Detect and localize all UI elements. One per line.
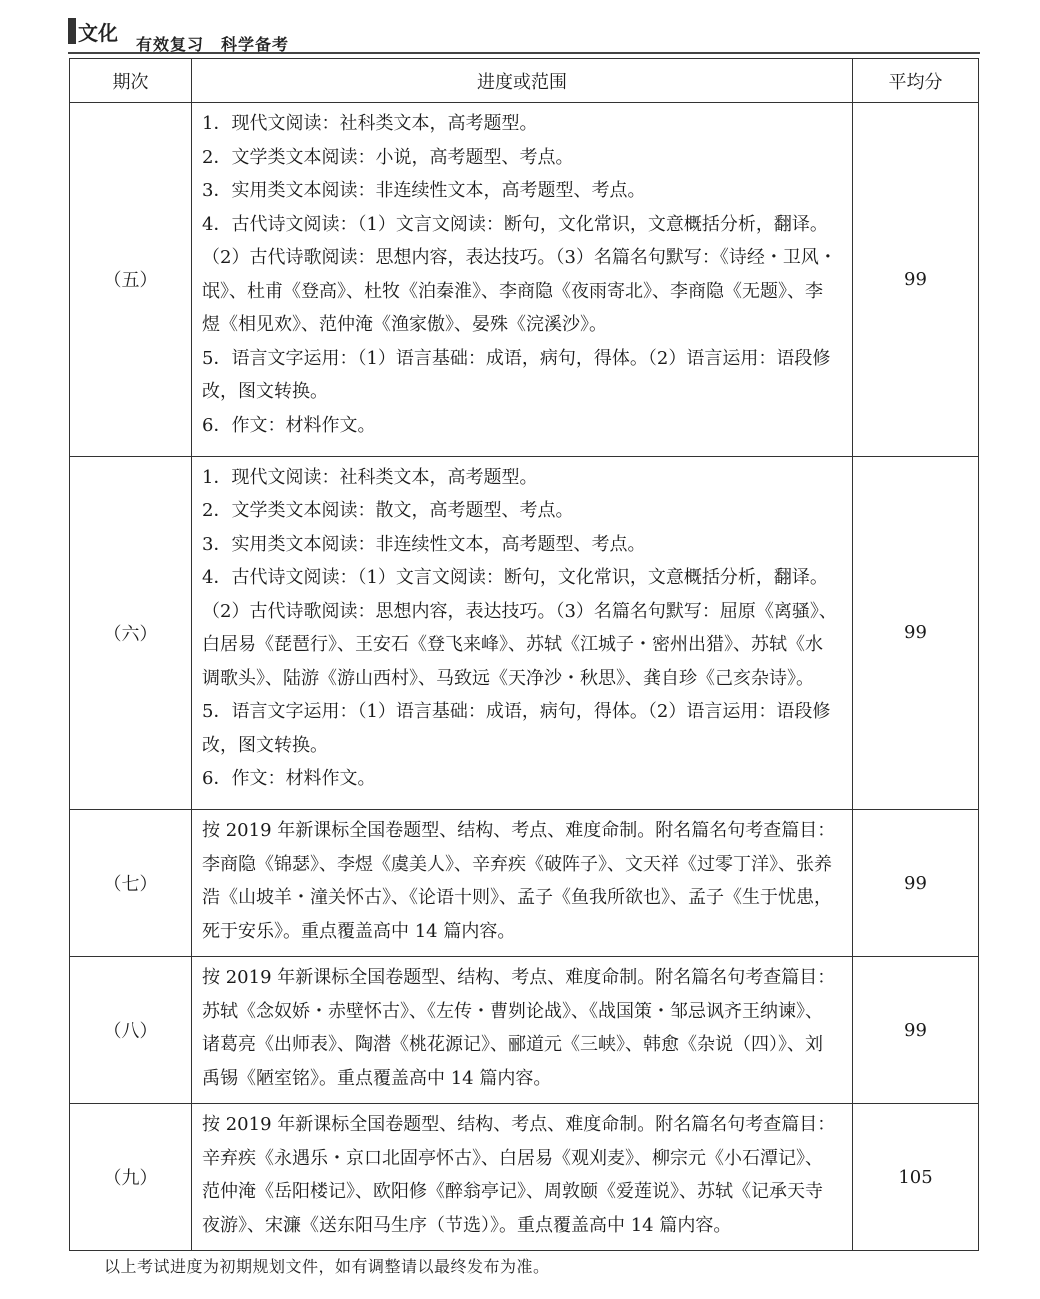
scope-cell bbox=[192, 1104, 853, 1251]
table-header-row bbox=[70, 59, 979, 103]
scope-line: 4．古代诗文阅读：（1）文言文阅读：断句，文化常识，文意概括分析，翻译。（2）古代诗歌阅读：思想内容，表达技巧。（3）名篇名句默写：《诗经・卫风・氓》、杜甫《登高》、杜牧《泊秦淮》、李商隐《夜雨寄北》、李商隐《无题》、李煜《相见欢》、范仲淹《渔家傲》、晏殊《浣溪沙》。 bbox=[202, 213, 837, 335]
page-header bbox=[68, 14, 980, 54]
period-cell: （六） bbox=[70, 456, 192, 810]
scope-line: 3．实用类文本阅读：非连续性文本，高考题型、考点。 bbox=[202, 180, 646, 201]
publisher-logo bbox=[68, 16, 124, 48]
average-score-cell: 99 bbox=[853, 957, 979, 1104]
scope-line: 3．实用类文本阅读：非连续性文本，高考题型、考点。 bbox=[202, 533, 646, 555]
scope-cell bbox=[192, 810, 853, 957]
table-row bbox=[70, 957, 979, 1104]
period-cell: （八） bbox=[70, 957, 192, 1104]
scope-line: 按 2019 年新课标全国卷题型、结构、考点、难度命制。附名篇名句考查篇目：李商隐《锦瑟》、李煜《虞美人》、辛弃疾《破阵子》、文天祥《过零丁洋》、张养浩《山坡羊・潼关怀古》、《论语十则》、孟子《鱼我所欲也》、孟子《生于忧患，死于安乐》。重点覆盖高中 14 篇内容。 bbox=[202, 820, 836, 942]
scope-line: 6．作文：材料作文。 bbox=[202, 414, 376, 436]
average-score-cell: 99 bbox=[853, 810, 979, 957]
table-row bbox=[70, 810, 979, 957]
scope-cell bbox=[192, 103, 853, 457]
scope-line: 1．现代文阅读：社科类文本，高考题型。 bbox=[202, 466, 538, 488]
column-header-average: 平均分 bbox=[853, 59, 979, 103]
table-row bbox=[70, 456, 979, 810]
table-row bbox=[70, 103, 979, 457]
scope-line: 5．语言文字运用：（1）语言基础：成语，病句，得体。（2）语言运用：语段修改，图文转换。 bbox=[202, 701, 831, 756]
average-score-cell: 105 bbox=[853, 1104, 979, 1251]
scope-line: 2．文学类文本阅读：小说，高考题型、考点。 bbox=[202, 146, 574, 168]
scope-cell bbox=[192, 957, 853, 1104]
exam-schedule-table bbox=[69, 58, 979, 1251]
period-cell: （九） bbox=[70, 1104, 192, 1251]
column-header-scope: 进度或范围 bbox=[192, 59, 853, 103]
column-header-period: 期次 bbox=[70, 59, 192, 103]
average-score-cell: 99 bbox=[853, 103, 979, 457]
average-score-cell: 99 bbox=[853, 456, 979, 810]
period-cell: （五） bbox=[70, 103, 192, 457]
scope-line: 按 2019 年新课标全国卷题型、结构、考点、难度命制。附名篇名句考查篇目：辛弃疾《永遇乐・京口北固亭怀古》、白居易《观刈麦》、柳宗元《小石潭记》、范仲淹《岳阳楼记》、欧阳修《醉翁亭记》、周敦颐《爱莲说》、苏轼《记承天寺夜游》、宋濂《送东阳马生序（节选）》。重点覆盖高中 14 篇内容。 bbox=[202, 1114, 836, 1236]
scope-line: 2．文学类文本阅读：散文，高考题型、考点。 bbox=[202, 500, 574, 522]
svg-text:文化: 文化 bbox=[78, 21, 118, 45]
scope-line: 按 2019 年新课标全国卷题型、结构、考点、难度命制。附名篇名句考查篇目：苏轼《念奴娇・赤壁怀古》、《左传・曹刿论战》、《战国策・邹忌讽齐王纳谏》、诸葛亮《出师表》、陶潜《桃花源记》、郦道元《三峡》、韩愈《杂说（四）》、刘禹锡《陋室铭》。重点覆盖高中 14 篇内容。 bbox=[202, 967, 836, 1089]
header-slogan: 有效复习 科学备考 bbox=[136, 35, 290, 54]
footnote: 以上考试进度为初期规划文件，如有调整请以最终发布为准。 bbox=[104, 1257, 550, 1276]
scope-cell bbox=[192, 456, 853, 810]
scope-line: 6．作文：材料作文。 bbox=[202, 768, 376, 790]
scope-line: 1．现代文阅读：社科类文本，高考题型。 bbox=[202, 113, 538, 134]
period-cell: （七） bbox=[70, 810, 192, 957]
scope-line: 4．古代诗文阅读：（1）文言文阅读：断句，文化常识，文意概括分析，翻译。（2）古代诗歌阅读：思想内容，表达技巧。（3）名篇名句默写：屈原《离骚》、白居易《琵琶行》、王安石《登飞来峰》、苏轼《江城子・密州出猎》、苏轼《水调歌头》、陆游《游山西村》、马致远《天净沙・秋思》、龚自珍《己亥杂诗》。 bbox=[202, 567, 837, 689]
table-row bbox=[70, 1104, 979, 1251]
scope-line: 5．语言文字运用：（1）语言基础：成语，病句，得体。（2）语言运用：语段修改，图文转换。 bbox=[202, 347, 831, 402]
header-divider bbox=[68, 52, 980, 54]
